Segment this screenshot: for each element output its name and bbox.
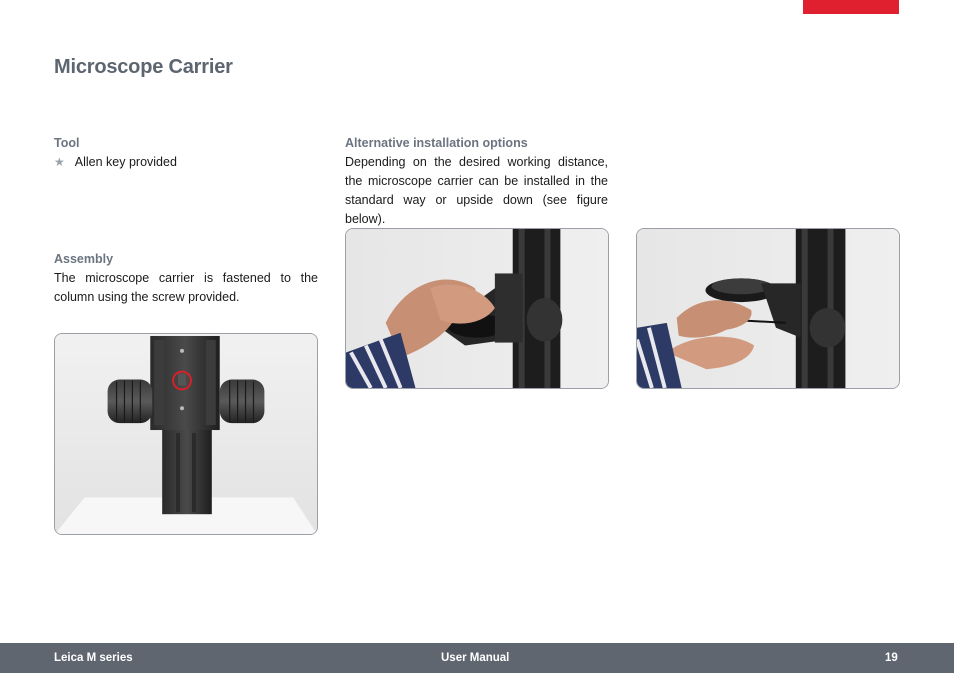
standard-installation-photo	[345, 228, 609, 389]
carrier-front-photo	[54, 333, 318, 535]
page-number: 19	[885, 652, 898, 664]
upside-down-installation-photo	[636, 228, 900, 389]
tool-list-item	[54, 153, 177, 172]
footer-product: Leica M series	[54, 652, 133, 664]
footer-document-type: User Manual	[441, 652, 510, 664]
page-footer	[0, 643, 954, 673]
tool-heading: Tool	[54, 136, 80, 150]
alternative-heading: Alternative installation options	[345, 136, 528, 150]
accent-tab	[803, 0, 899, 14]
tool-item-text: Allen key provided	[74, 155, 177, 169]
alternative-text: Depending on the desired working distance, the microscope carrier can be installed in the standard way or upside down (see figure below).	[345, 155, 608, 226]
page-title: Microscope Carrier	[54, 56, 233, 78]
assembly-heading: Assembly	[54, 252, 114, 266]
star-icon: ★	[54, 155, 65, 169]
assembly-text: The microscope carrier is fastened to the column using the screw provided.	[54, 271, 318, 304]
